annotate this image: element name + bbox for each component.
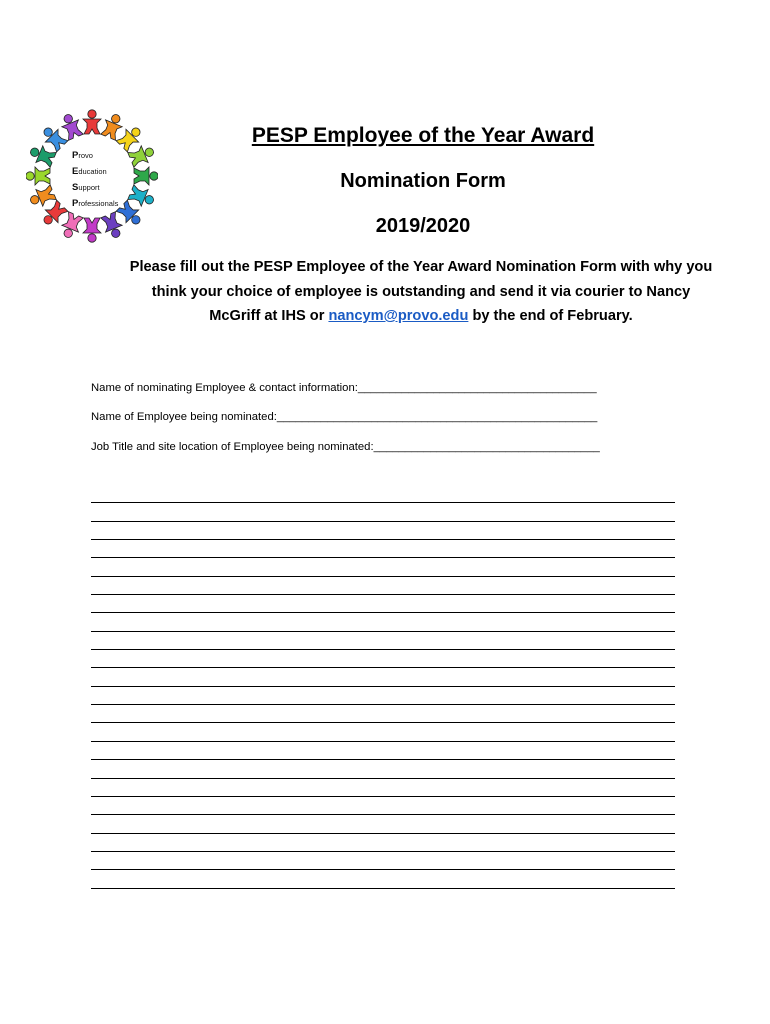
answer-line[interactable]	[91, 595, 675, 613]
instructions-part-1: Please fill out the PESP Employee of the Year Award Nomination Form with why you think your choice of employee is outstanding and send it via courier to Nancy McGriff at IHS or	[129, 259, 713, 324]
answer-line[interactable]	[91, 742, 675, 760]
email-link[interactable]: nancym@provo.edu	[328, 308, 469, 324]
answer-line[interactable]	[91, 577, 675, 595]
form-year: 2019/2020	[375, 215, 471, 237]
answer-line[interactable]	[91, 522, 675, 540]
instructions-part-2: by the end of February.	[468, 308, 633, 324]
answer-line[interactable]	[91, 705, 675, 723]
logo-line: Professionals	[72, 198, 119, 209]
answer-line[interactable]	[91, 815, 675, 833]
answer-line[interactable]	[91, 760, 675, 778]
answer-line[interactable]	[91, 540, 675, 558]
logo-line: Provo	[72, 150, 93, 161]
answer-line[interactable]	[91, 797, 675, 815]
form-subtitle: Nomination Form	[340, 170, 506, 192]
answer-line[interactable]	[91, 834, 675, 852]
answer-line[interactable]	[91, 632, 675, 650]
answer-line[interactable]	[91, 613, 675, 631]
answer-line[interactable]	[91, 558, 675, 576]
answer-line[interactable]	[91, 503, 675, 521]
answer-line[interactable]	[91, 723, 675, 741]
answer-line[interactable]	[91, 870, 675, 888]
answer-line[interactable]	[91, 779, 675, 797]
answer-line[interactable]	[91, 852, 675, 870]
answer-line[interactable]	[91, 687, 675, 705]
answer-line[interactable]	[91, 650, 675, 668]
form-title: PESP Employee of the Year Award	[251, 124, 595, 147]
logo-line: Education	[72, 166, 107, 177]
nominator-field[interactable]: Name of nominating Employee & contact information:______________________________________	[91, 382, 597, 394]
answer-line[interactable]	[91, 668, 675, 686]
answer-lines[interactable]	[91, 485, 675, 889]
answer-line[interactable]	[91, 485, 675, 503]
job-title-field[interactable]: Job Title and site location of Employee being nominated:____________________________________	[91, 441, 600, 453]
instructions-text	[126, 255, 716, 329]
nominee-field[interactable]: Name of Employee being nominated:___________________________________________________	[91, 411, 598, 423]
logo-line: Support	[72, 182, 100, 193]
